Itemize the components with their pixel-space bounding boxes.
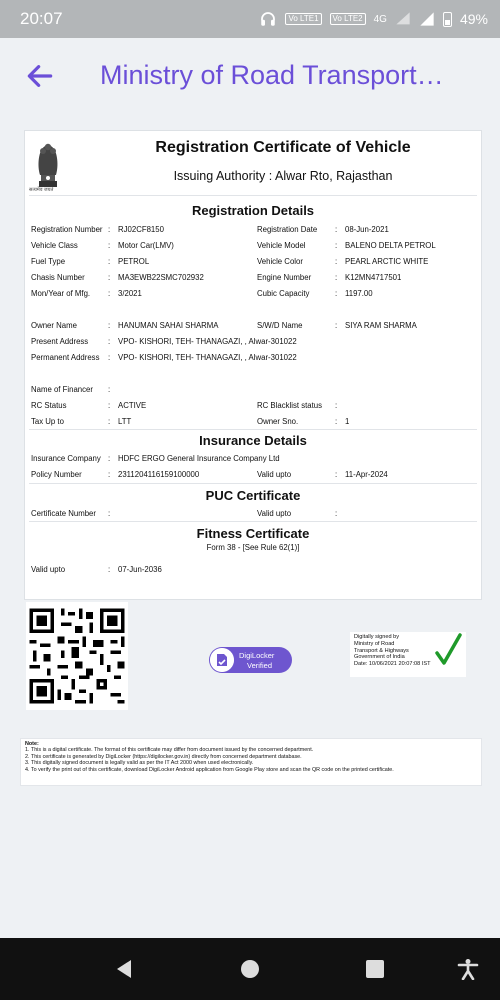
back-arrow-icon[interactable] [24,60,56,92]
field-value: VPO- KISHORI, TEH- THANAGAZI, , Alwar-301022 [118,353,297,362]
field-label: Permanent Address [31,353,100,362]
field-label: Registration Date [257,225,318,234]
digilocker-icon [210,648,234,672]
issuing-authority: Issuing Authority : Alwar Rto, Rajasthan [173,169,393,183]
signature-date: Date: 10/06/2021 20:07:08 IST [354,661,431,668]
field-label: Vehicle Class [31,241,78,250]
field-value: 2311204116159100000 [118,470,200,479]
note-item: 4. To verify the print out of this certificate, download DigiLocker Android application from Google Play store and scan the QR code on the printed certificate. [25,766,394,773]
table-row: Chasis Number : MA3EWB22SMC702932 Engine Number : K12MN4717501 [31,273,402,282]
volte-2-icon: Vo LTE2 [330,13,366,25]
field-label: Engine Number [257,273,312,282]
field-value: PETROL [118,257,150,266]
qr-code [26,602,128,710]
field-label: Vehicle Color [257,257,303,266]
field-label: Fuel Type [31,257,66,266]
field-label: Name of Financer [31,385,93,394]
field-label: Tax Up to [31,417,64,426]
field-value: HDFC ERGO General Insurance Company Ltd [118,454,280,463]
battery-percent: 49% [459,11,488,27]
field-value: 08-Jun-2021 [345,225,389,234]
wifi-icon [395,11,411,27]
table-row: Policy Number : 2311204116159100000 Valid upto : 11-Apr-2024 [31,470,388,479]
field-value: 1197.00 [345,289,373,298]
fitness-form-reference: Form 38 - [See Rule 62(1)] [206,543,300,552]
table-row: Owner Name : HANUMAN SAHAI SHARMA S/W/D Name : SIYA RAM SHARMA [31,321,417,330]
field-value: HANUMAN SAHAI SHARMA [118,321,219,330]
field-label: Valid upto [31,565,66,574]
signal-icon [419,11,435,27]
divider [29,195,477,196]
signature-line: Ministry of Road [354,640,395,647]
divider [29,521,477,522]
field-label: RC Blacklist status [257,401,322,410]
table-row: Registration Number : RJ02CF8150 Registration Date : 08-Jun-2021 [31,225,389,234]
field-value: MA3EWB22SMC702932 [118,273,204,282]
registration-details-heading: Registration Details [191,203,315,218]
table-row: Insurance Company : HDFC ERGO General Insurance Company Ltd [31,454,280,463]
insurance-details-heading: Insurance Details [199,433,307,448]
note-item: 3. This digitally signed document is legally valid as per the IT Act 2000 when used electronically. [25,760,254,767]
note-item: 1. This is a digital certificate. The format of this certificate may differ from document issued by the concerned department. [25,747,314,754]
volte-1-icon: Vo LTE1 [285,13,321,25]
table-row: Mon/Year of Mfg. : 3/2021 Cubic Capacity : 1197.00 [31,289,373,298]
field-label: Mon/Year of Mfg. [31,289,91,298]
signature-line: Government of India [354,654,405,661]
field-label: Cubic Capacity [257,289,310,298]
divider [29,429,477,430]
headphones-icon [259,10,277,28]
field-value: 11-Apr-2024 [345,470,388,479]
verified-label: Verified [247,661,273,670]
field-value: K12MN4717501 [345,273,402,282]
home-icon[interactable] [239,958,261,980]
field-value: SIYA RAM SHARMA [345,321,417,330]
field-label: Valid upto [257,509,292,518]
status-icons [259,8,488,30]
emblem-caption: सत्यमेव जयते [29,187,54,193]
field-label: Certificate Number [31,509,96,518]
status-time: 20:07 [20,9,63,28]
back-icon[interactable] [113,958,135,980]
navigation-bar [0,938,500,1000]
checkmark-icon [434,633,462,667]
table-row: Tax Up to : LTT Owner Sno. : 1 [31,417,350,426]
page-title: Ministry of Road Transport… [100,60,444,90]
notes-box [20,738,482,786]
field-value: 1 [345,417,350,426]
certificate-card [24,130,482,600]
fitness-certificate-heading: Fitness Certificate [196,526,310,541]
puc-certificate-heading: PUC Certificate [205,488,301,503]
field-value: 07-Jun-2036 [118,565,162,574]
field-label: Owner Name [31,321,77,330]
status-bar [0,0,500,38]
field-value: PEARL ARCTIC WHITE [345,257,429,266]
digilocker-verified-badge [209,647,292,673]
battery-icon [443,12,452,27]
digilocker-label: DigiLocker [239,651,275,660]
notes-title: Note: [25,741,39,747]
table-row: RC Status : ACTIVE RC Blacklist status : [31,401,338,410]
table-row: Certificate Number : Valid upto : [31,509,338,518]
field-label: Valid upto [257,470,292,479]
accessibility-icon[interactable] [457,958,479,980]
signal-4g-icon: 4G [373,13,387,25]
field-label: Owner Sno. [257,417,299,426]
field-label: Vehicle Model [257,241,306,250]
field-value: RJ02CF8150 [118,225,164,234]
table-row: Present Address : VPO- KISHORI, TEH- THANAGAZI, , Alwar-301022 [31,337,297,346]
recents-icon[interactable] [364,958,386,980]
table-row: Permanent Address : VPO- KISHORI, TEH- THANAGAZI, , Alwar-301022 [31,353,297,362]
field-value: BALENO DELTA PETROL [345,241,436,250]
field-label: RC Status [31,401,67,410]
field-value: Motor Car(LMV) [118,241,174,250]
field-value: LTT [118,417,132,426]
field-value: ACTIVE [118,401,147,410]
field-label: S/W/D Name [257,321,303,330]
field-value: VPO- KISHORI, TEH- THANAGAZI, , Alwar-301022 [118,337,297,346]
signature-line: Transport & Highways [354,647,409,654]
field-label: Policy Number [31,470,82,479]
note-item: 2. This certificate is generated by DigiLocker (https://digilocker.gov.in) directly from concerned department database. [25,753,302,760]
table-row: Name of Financer : [31,385,111,394]
table-row: Vehicle Class : Motor Car(LMV) Vehicle Model : BALENO DELTA PETROL [31,241,436,250]
field-value: 3/2021 [118,289,142,298]
field-label: Registration Number [31,225,103,234]
signature-line: Digitally signed by [354,634,400,640]
certificate-title: Registration Certificate of Vehicle [155,139,411,156]
field-label: Chasis Number [31,273,85,282]
digital-signature [350,632,466,677]
field-label: Insurance Company [31,454,101,463]
app-bar [0,38,500,118]
table-row: Fuel Type : PETROL Vehicle Color : PEARL ARCTIC WHITE [31,257,429,266]
table-row: Valid upto : 07-Jun-2036 [31,565,162,574]
divider [29,483,477,484]
field-label: Present Address [31,337,89,346]
